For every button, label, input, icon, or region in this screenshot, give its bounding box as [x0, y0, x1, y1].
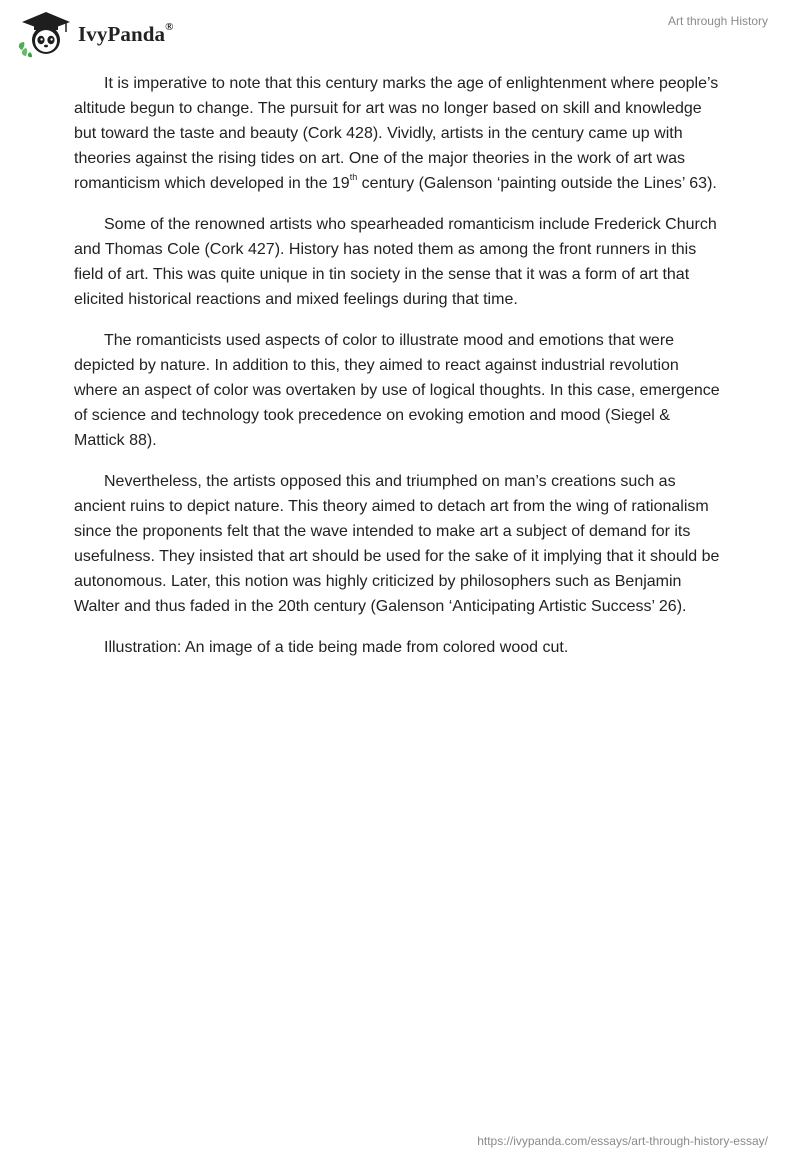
paragraph-3: The romanticists used aspects of color to illustrate mood and emotions that were depicted by nature. In addition to this, they aimed to react against industrial revolution where an aspect of color was overtaken by use of logical thoughts. In this case, emergence of science and technology took precedence on evoking emotion and mood (Siegel & Mattick 88).	[74, 332, 720, 449]
paragraph-5-illustration-caption: Illustration: An image of a tide being made from colored wood cut.	[104, 639, 569, 656]
document-title: Art through History	[667, 14, 768, 28]
page-header	[0, 0, 800, 70]
paragraph-2: Some of the renowned artists who spearheaded romanticism include Frederick Church and Thomas Cole (Cork 427). History has noted them as among the front runners in this field of art. This was quite unique in tin society in the sense that it was a form of art that elicited historical reactions and mixed feelings during that time.	[74, 216, 717, 308]
registered-mark: ®	[165, 20, 174, 33]
panda-graduate-logo-icon	[14, 8, 74, 58]
paragraph-4: Nevertheless, the artists opposed this and triumphed on man’s creations such as ancient ruins to depict nature. This theory aimed to detach art from the wing of rationalism since the proponents felt that the wave intended to make art a subject of demand for its usefulness. They insisted that art should be used for the sake of it implying that it should be autonomous. Later, this notion was highly criticized by philosophers such as Benjamin Walter and thus faded in the 20th century (Galenson ‘Anticipating Artistic Success’ 26).	[74, 473, 720, 615]
brand-logo[interactable]	[14, 8, 174, 58]
brand-name: IvyPanda®	[78, 20, 174, 46]
source-url-link[interactable]: https://ivypanda.com/essays/art-through-history-essay/	[477, 1134, 768, 1148]
paragraph-1: It is imperative to note that this century marks the age of enlightenment where people’s altitude begun to change. The pursuit for art was no longer based on skill and knowledge but toward the taste and beauty (Cork 428). Vividly, artists in the century came up with theories against the rising tides on art. One of the major theories in the work of art was romanticism which developed in the 19th century (Galenson ‘painting outside the Lines’ 63).	[74, 75, 719, 192]
essay-body	[74, 71, 724, 676]
